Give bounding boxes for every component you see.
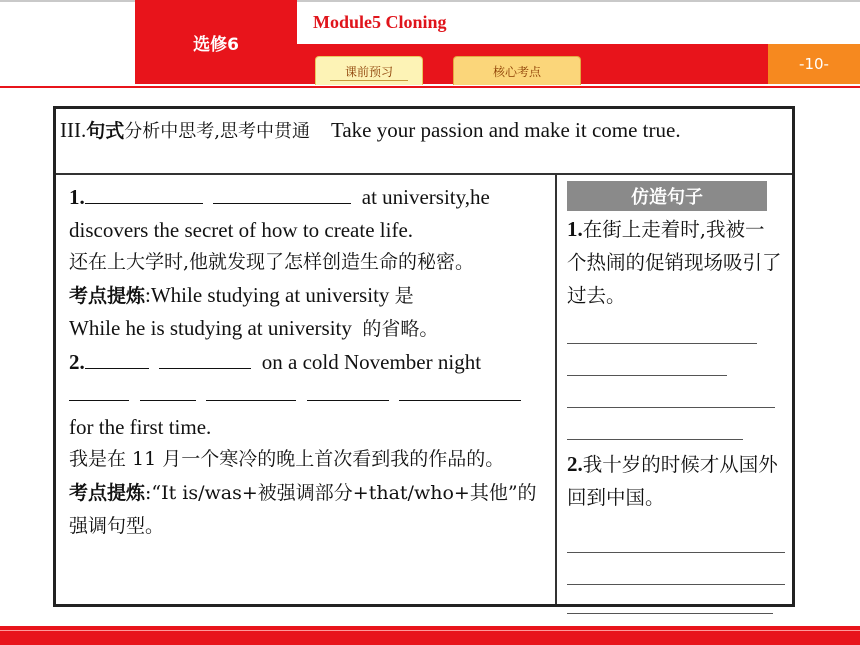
section-heading <box>56 109 792 175</box>
exercise1-line2: discovers the secret of how to create life. <box>69 217 414 242</box>
imitate-item-1-number: 1. <box>567 217 583 241</box>
tab-core-points[interactable] <box>453 56 581 85</box>
key-point-text: :While studying at university <box>145 282 390 307</box>
answer-line[interactable] <box>567 439 743 440</box>
exercise-table <box>53 106 795 607</box>
exercise2-line3: for the first time. <box>69 414 212 439</box>
answer-line[interactable] <box>567 613 773 614</box>
imitate-item-2 <box>567 448 783 514</box>
exercise2-line2 <box>69 378 551 411</box>
exercise1-line1 <box>69 181 551 214</box>
exercise2-key-point <box>69 476 551 543</box>
footer-band <box>0 626 860 645</box>
page-number: -10- <box>768 44 860 84</box>
exercise2-line1 <box>69 346 551 379</box>
answer-blank[interactable] <box>399 382 521 401</box>
tab-underline <box>330 80 408 81</box>
answer-blank[interactable] <box>85 185 203 204</box>
section-bold-title: 句式 <box>86 120 125 142</box>
answer-blank[interactable] <box>159 350 251 369</box>
answer-line[interactable] <box>567 375 727 376</box>
exercise1-key-point <box>69 279 551 346</box>
header-divider <box>0 86 860 88</box>
exercise2-number: 2. <box>69 349 85 374</box>
tab-preview-label: 课前预习 <box>344 64 393 79</box>
section-roman: III. <box>60 118 87 142</box>
imitate-header: 仿造句子 <box>567 181 767 211</box>
answer-blank[interactable] <box>140 382 196 401</box>
answer-blank[interactable] <box>69 382 129 401</box>
exercise1-translation: 还在上大学时,他就发现了怎样创造生命的秘密。 <box>69 251 475 273</box>
section-subtitle: 分析中思考,思考中贯通 <box>124 121 310 142</box>
imitate-item-1-text: 在街上走着时,我被一个热闹的促销现场吸引了过去。 <box>567 218 782 307</box>
key-point-text: While he is studying at university <box>69 316 352 340</box>
answer-line[interactable] <box>567 343 757 344</box>
key-point-text: 的省略。 <box>362 318 439 340</box>
answer-blank[interactable] <box>307 382 389 401</box>
imitate-column <box>567 181 783 639</box>
answer-line[interactable] <box>567 407 775 408</box>
exercise1-text: at university,he <box>361 185 490 209</box>
imitate-item-2-number: 2. <box>567 452 583 476</box>
answer-line[interactable] <box>567 552 785 553</box>
section-quote: Take your passion and make it come true. <box>330 118 681 142</box>
imitate-item-2-text: 我十岁的时候才从国外回到中国。 <box>567 453 778 509</box>
tab-preview[interactable] <box>315 56 423 85</box>
tab-core-points-label: 核心考点 <box>492 64 541 79</box>
column-divider <box>555 175 557 604</box>
footer-line <box>0 630 860 631</box>
key-point-label: 考点提炼 <box>69 284 146 307</box>
key-point-text: 是 <box>394 284 414 307</box>
exercise-column <box>69 181 551 543</box>
answer-blank[interactable] <box>213 185 351 204</box>
answer-blank[interactable] <box>85 350 149 369</box>
exercise2-translation: 我是在 11 月一个寒冷的晚上首次看到我的作品的。 <box>69 448 505 470</box>
course-label: 选修6 <box>135 0 297 84</box>
key-point-text: :“It is/was+被强调部分+that/who+其他”的强调句型。 <box>69 481 537 537</box>
key-point-label: 考点提炼 <box>69 481 146 504</box>
imitate-item-1 <box>567 213 783 312</box>
module-title: Module5 Cloning <box>313 12 447 32</box>
top-border <box>0 0 860 2</box>
answer-line[interactable] <box>567 584 785 585</box>
exercise2-text: on a cold November night <box>261 349 482 374</box>
answer-blank[interactable] <box>206 382 296 401</box>
exercise1-number: 1. <box>69 185 85 209</box>
